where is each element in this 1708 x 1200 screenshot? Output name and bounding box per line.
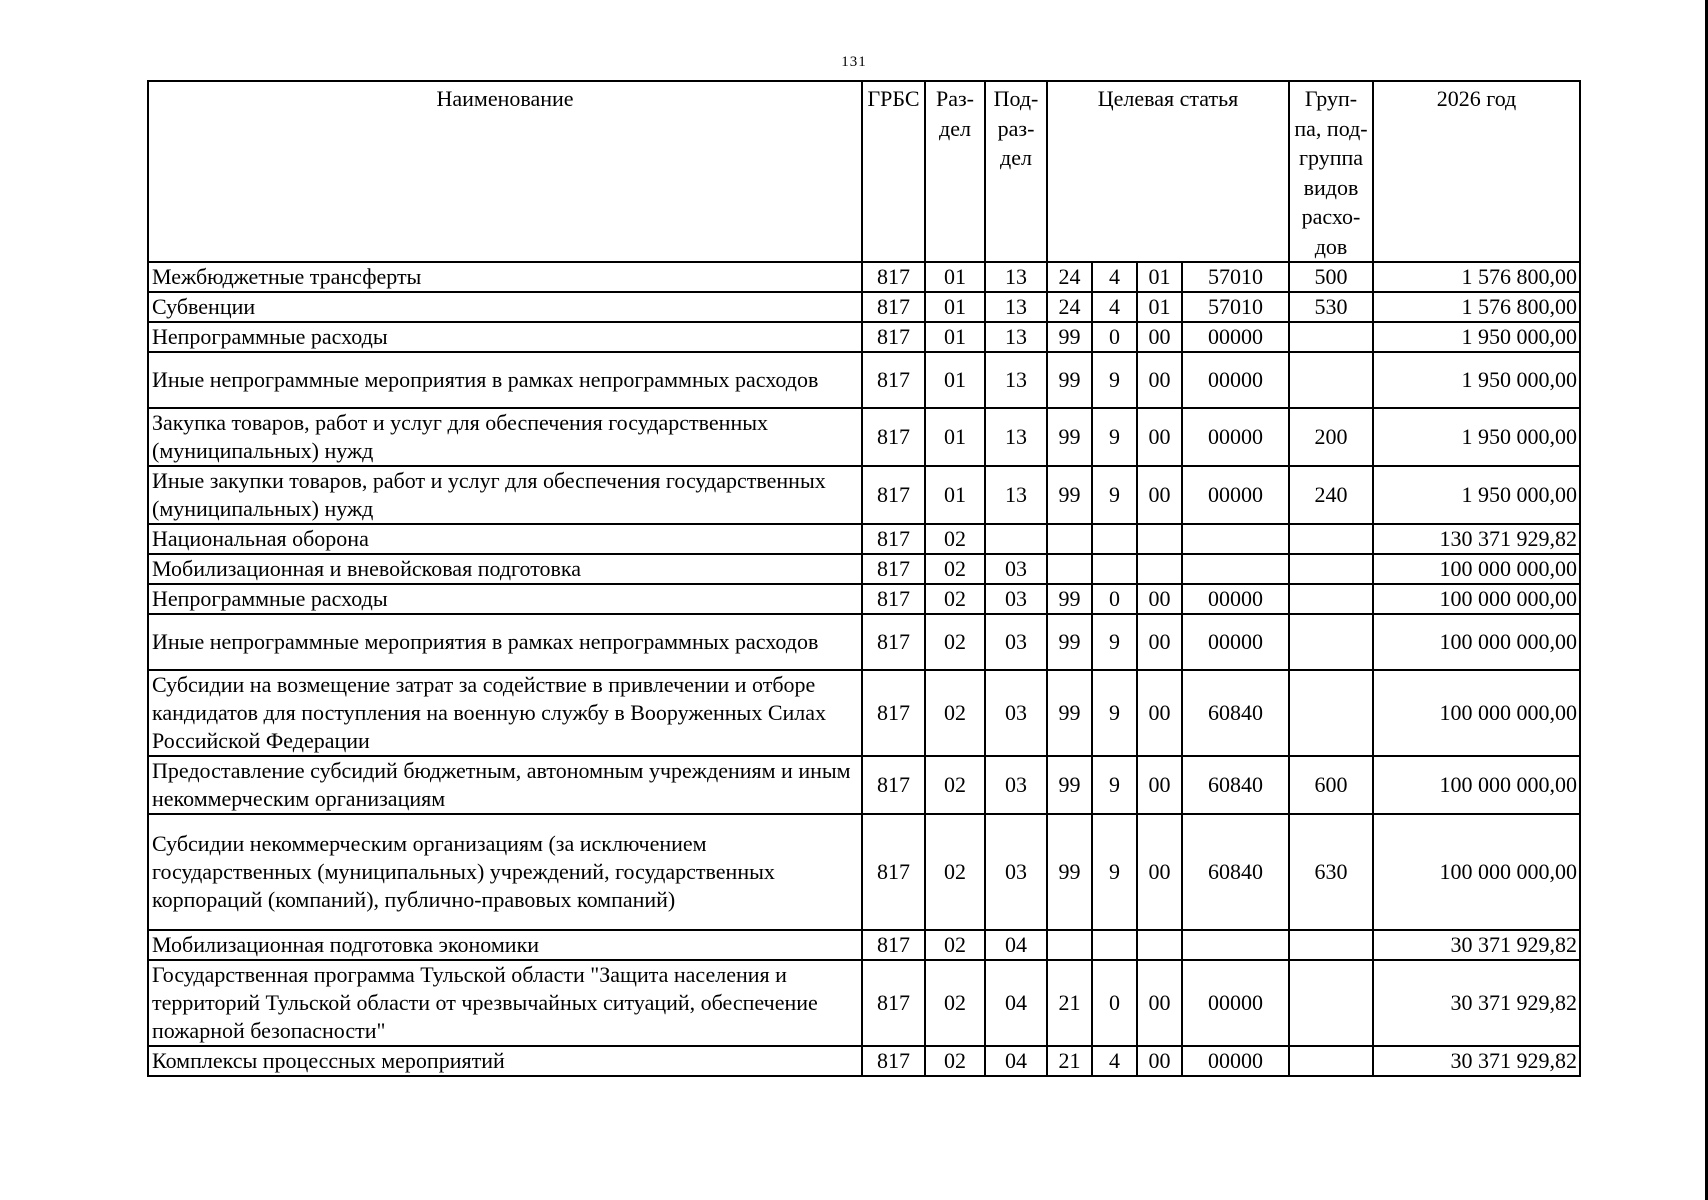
cell-amount-2026: 1 950 000,00 [1373,322,1580,352]
cell-target-type: 9 [1092,814,1137,930]
cell-target-subprogram: 01 [1137,292,1182,322]
cell-podrazdel: 13 [985,322,1047,352]
cell-target-program: 99 [1047,352,1092,408]
cell-razdel: 01 [925,262,985,292]
cell-target-type: 9 [1092,408,1137,466]
cell-grbs: 817 [862,352,925,408]
cell-target-program: 99 [1047,814,1092,930]
cell-name: Мобилизационная и вневойсковая подготовка [148,554,862,584]
cell-grbs: 817 [862,584,925,614]
cell-name: Субсидии некоммерческим организациям (за исключением государственных (муниципальных) учреждений, государственных корпораций (компаний), публично-правовых компаний) [148,814,862,930]
cell-target-type: 0 [1092,584,1137,614]
cell-expense-group [1289,670,1373,756]
cell-name: Иные непрограммные мероприятия в рамках непрограммных расходов [148,352,862,408]
cell-podrazdel [985,524,1047,554]
cell-target-direction: 00000 [1182,1046,1289,1076]
cell-target-program: 99 [1047,614,1092,670]
cell-expense-group [1289,584,1373,614]
cell-target-subprogram: 00 [1137,322,1182,352]
cell-target-direction: 00000 [1182,408,1289,466]
cell-expense-group [1289,322,1373,352]
cell-expense-group: 240 [1289,466,1373,524]
cell-amount-2026: 1 576 800,00 [1373,262,1580,292]
cell-podrazdel: 13 [985,292,1047,322]
cell-grbs: 817 [862,554,925,584]
cell-target-direction [1182,930,1289,960]
cell-amount-2026: 100 000 000,00 [1373,614,1580,670]
cell-target-program: 99 [1047,670,1092,756]
table-row [148,524,1580,554]
header-podrazdel: Под- раз- дел [985,81,1047,262]
budget-table [147,80,1581,1077]
cell-target-subprogram: 00 [1137,670,1182,756]
cell-podrazdel: 13 [985,466,1047,524]
cell-podrazdel: 03 [985,614,1047,670]
cell-target-type [1092,524,1137,554]
cell-target-direction: 00000 [1182,584,1289,614]
cell-amount-2026: 30 371 929,82 [1373,1046,1580,1076]
header-year-2026: 2026 год [1373,81,1580,262]
cell-target-direction: 57010 [1182,292,1289,322]
cell-name: Национальная оборона [148,524,862,554]
cell-amount-2026: 30 371 929,82 [1373,930,1580,960]
cell-amount-2026: 30 371 929,82 [1373,960,1580,1046]
cell-name: Государственная программа Тульской области "Защита населения и территорий Тульской области от чрезвычайных ситуаций, обеспечение пожарной безопасности" [148,960,862,1046]
cell-podrazdel: 04 [985,930,1047,960]
cell-podrazdel: 13 [985,408,1047,466]
table-row [148,1046,1580,1076]
table-row [148,756,1580,814]
cell-name: Закупка товаров, работ и услуг для обеспечения государственных (муниципальных) нужд [148,408,862,466]
cell-razdel: 02 [925,524,985,554]
cell-grbs: 817 [862,1046,925,1076]
cell-name: Иные закупки товаров, работ и услуг для обеспечения государственных (муниципальных) нужд [148,466,862,524]
cell-podrazdel: 03 [985,756,1047,814]
cell-target-subprogram: 00 [1137,408,1182,466]
cell-razdel: 02 [925,614,985,670]
cell-target-direction: 00000 [1182,960,1289,1046]
cell-razdel: 01 [925,292,985,322]
cell-target-type: 4 [1092,292,1137,322]
table-row [148,322,1580,352]
cell-target-program: 99 [1047,322,1092,352]
table-row [148,960,1580,1046]
cell-name: Иные непрограммные мероприятия в рамках непрограммных расходов [148,614,862,670]
cell-target-subprogram [1137,524,1182,554]
cell-razdel: 02 [925,930,985,960]
cell-podrazdel: 13 [985,352,1047,408]
cell-target-subprogram: 00 [1137,584,1182,614]
cell-amount-2026: 100 000 000,00 [1373,554,1580,584]
cell-expense-group: 630 [1289,814,1373,930]
cell-expense-group [1289,524,1373,554]
cell-name: Комплексы процессных мероприятий [148,1046,862,1076]
cell-target-direction: 00000 [1182,466,1289,524]
cell-razdel: 01 [925,408,985,466]
cell-amount-2026: 100 000 000,00 [1373,756,1580,814]
cell-target-direction: 00000 [1182,322,1289,352]
cell-target-subprogram: 00 [1137,1046,1182,1076]
cell-amount-2026: 100 000 000,00 [1373,584,1580,614]
cell-name: Мобилизационная подготовка экономики [148,930,862,960]
cell-expense-group [1289,554,1373,584]
cell-target-program: 99 [1047,756,1092,814]
cell-target-type: 9 [1092,614,1137,670]
cell-name: Субвенции [148,292,862,322]
table-row [148,670,1580,756]
cell-target-subprogram [1137,554,1182,584]
cell-grbs: 817 [862,756,925,814]
cell-expense-group: 530 [1289,292,1373,322]
cell-target-type: 9 [1092,466,1137,524]
cell-razdel: 02 [925,814,985,930]
cell-grbs: 817 [862,322,925,352]
table-row [148,466,1580,524]
cell-razdel: 02 [925,756,985,814]
cell-target-program: 24 [1047,262,1092,292]
cell-expense-group: 500 [1289,262,1373,292]
cell-target-type: 0 [1092,960,1137,1046]
cell-razdel: 02 [925,1046,985,1076]
cell-podrazdel: 03 [985,670,1047,756]
cell-grbs: 817 [862,262,925,292]
table-row [148,352,1580,408]
table-row [148,814,1580,930]
table-row [148,292,1580,322]
cell-grbs: 817 [862,670,925,756]
cell-expense-group [1289,614,1373,670]
cell-target-subprogram: 00 [1137,756,1182,814]
cell-target-program: 99 [1047,466,1092,524]
header-target-article: Целевая статья [1047,81,1289,262]
cell-target-program [1047,930,1092,960]
cell-expense-group: 600 [1289,756,1373,814]
cell-target-direction: 60840 [1182,670,1289,756]
page-number: 131 [841,54,867,70]
cell-podrazdel: 03 [985,554,1047,584]
table-row [148,930,1580,960]
cell-target-subprogram: 00 [1137,814,1182,930]
cell-target-type: 9 [1092,756,1137,814]
table-header-row [148,81,1580,262]
cell-podrazdel: 03 [985,814,1047,930]
cell-target-direction: 60840 [1182,814,1289,930]
cell-name: Субсидии на возмещение затрат за содействие в привлечении и отборе кандидатов для поступления на военную службу в Вооруженных Силах Российской Федерации [148,670,862,756]
cell-razdel: 01 [925,322,985,352]
cell-target-type [1092,554,1137,584]
table-row [148,584,1580,614]
cell-target-subprogram: 00 [1137,352,1182,408]
cell-grbs: 817 [862,524,925,554]
cell-name: Непрограммные расходы [148,322,862,352]
cell-expense-group [1289,960,1373,1046]
cell-razdel: 01 [925,466,985,524]
table-row [148,408,1580,466]
cell-podrazdel: 04 [985,1046,1047,1076]
cell-target-type: 4 [1092,262,1137,292]
cell-target-type: 9 [1092,352,1137,408]
cell-podrazdel: 03 [985,584,1047,614]
cell-amount-2026: 130 371 929,82 [1373,524,1580,554]
cell-target-program: 99 [1047,584,1092,614]
cell-razdel: 02 [925,670,985,756]
cell-name: Предоставление субсидий бюджетным, автономным учреждениям и иным некоммерческим организациям [148,756,862,814]
cell-target-subprogram [1137,930,1182,960]
table-row [148,614,1580,670]
cell-amount-2026: 1 950 000,00 [1373,408,1580,466]
cell-target-direction [1182,524,1289,554]
cell-target-program [1047,524,1092,554]
cell-target-direction: 00000 [1182,614,1289,670]
cell-grbs: 817 [862,814,925,930]
cell-target-program: 99 [1047,408,1092,466]
cell-razdel: 02 [925,584,985,614]
cell-target-program: 24 [1047,292,1092,322]
cell-name: Межбюджетные трансферты [148,262,862,292]
cell-target-type [1092,930,1137,960]
cell-target-subprogram: 01 [1137,262,1182,292]
cell-podrazdel: 04 [985,960,1047,1046]
header-expense-group: Груп- па, под- группа видов расхо- дов [1289,81,1373,262]
cell-razdel: 02 [925,554,985,584]
cell-amount-2026: 1 950 000,00 [1373,466,1580,524]
cell-target-type: 4 [1092,1046,1137,1076]
cell-target-program: 21 [1047,960,1092,1046]
cell-grbs: 817 [862,960,925,1046]
cell-grbs: 817 [862,466,925,524]
cell-target-direction: 60840 [1182,756,1289,814]
cell-target-type: 0 [1092,322,1137,352]
header-razdel: Раз- дел [925,81,985,262]
cell-grbs: 817 [862,292,925,322]
table-row [148,262,1580,292]
cell-target-program: 21 [1047,1046,1092,1076]
cell-target-direction: 00000 [1182,352,1289,408]
cell-grbs: 817 [862,930,925,960]
cell-name: Непрограммные расходы [148,584,862,614]
header-name: Наименование [148,81,862,262]
cell-target-type: 9 [1092,670,1137,756]
cell-target-subprogram: 00 [1137,960,1182,1046]
cell-amount-2026: 1 576 800,00 [1373,292,1580,322]
cell-podrazdel: 13 [985,262,1047,292]
cell-grbs: 817 [862,408,925,466]
cell-amount-2026: 100 000 000,00 [1373,814,1580,930]
cell-expense-group: 200 [1289,408,1373,466]
cell-amount-2026: 1 950 000,00 [1373,352,1580,408]
cell-expense-group [1289,352,1373,408]
table-row [148,554,1580,584]
cell-razdel: 02 [925,960,985,1046]
cell-grbs: 817 [862,614,925,670]
header-grbs: ГРБС [862,81,925,262]
cell-target-subprogram: 00 [1137,466,1182,524]
cell-expense-group [1289,1046,1373,1076]
cell-target-direction: 57010 [1182,262,1289,292]
cell-razdel: 01 [925,352,985,408]
cell-target-program [1047,554,1092,584]
cell-target-direction [1182,554,1289,584]
cell-target-subprogram: 00 [1137,614,1182,670]
cell-expense-group [1289,930,1373,960]
cell-amount-2026: 100 000 000,00 [1373,670,1580,756]
